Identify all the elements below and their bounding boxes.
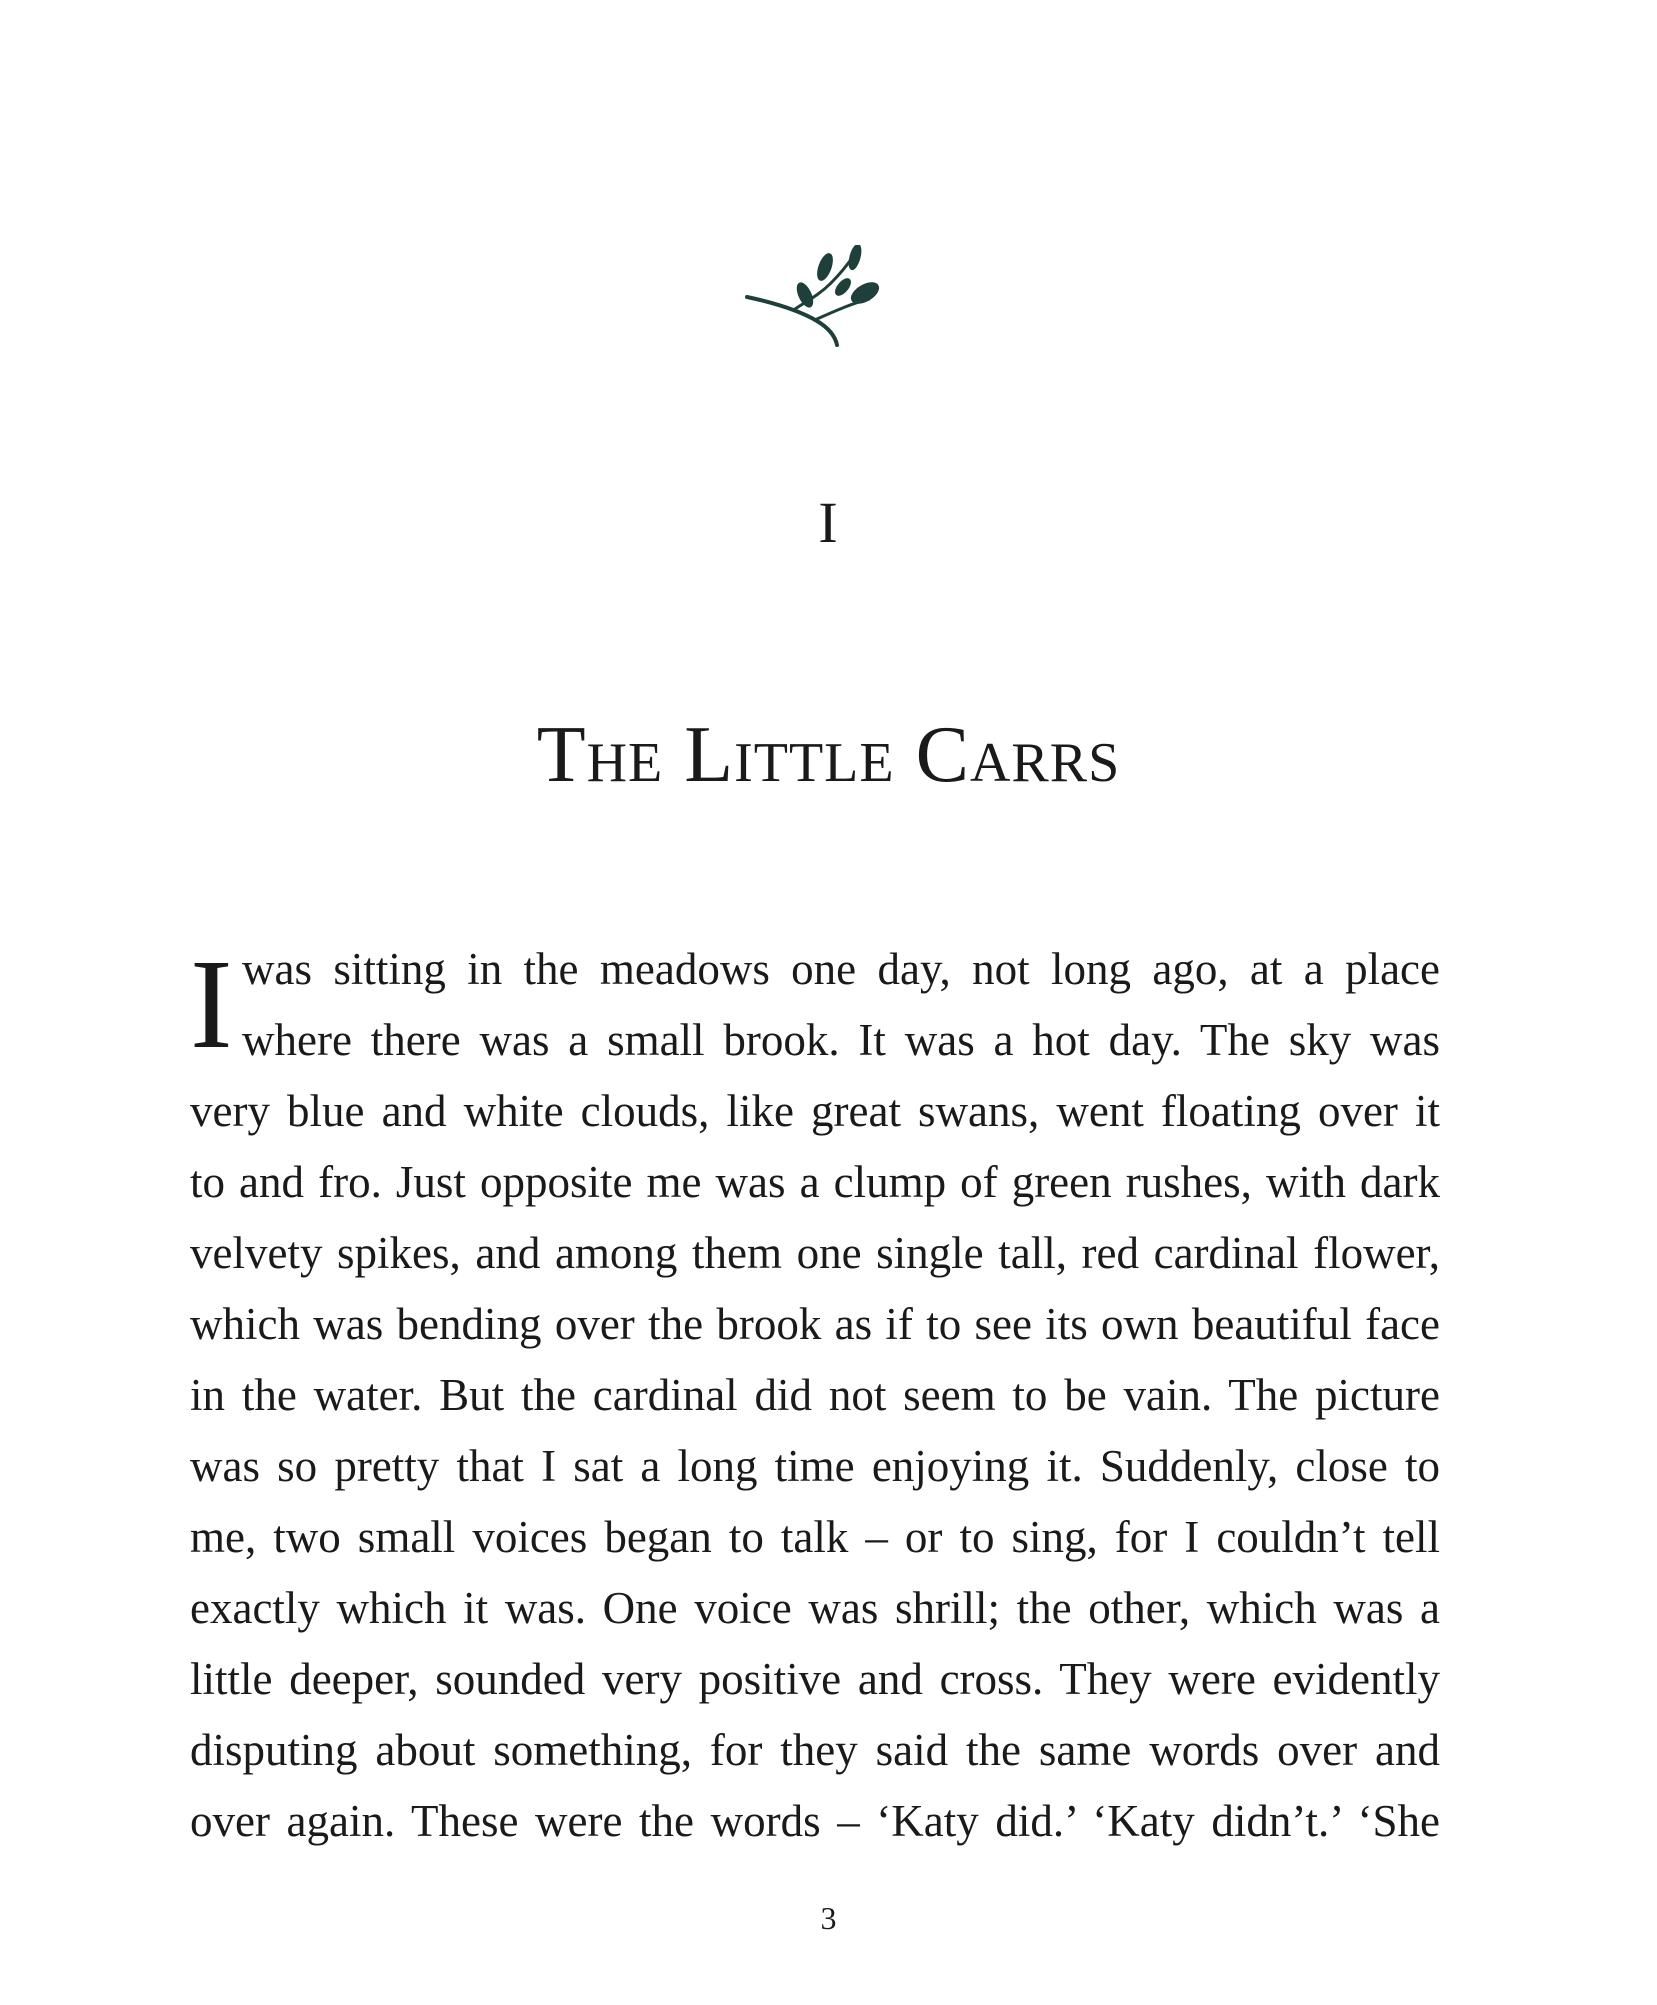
text-line: which was bending over the brook as if to see its own beautiful face [190,1299,1440,1349]
text-line: to and fro. Just opposite me was a clump of green rushes, with dark [190,1157,1440,1207]
body-paragraph [190,934,1440,1857]
text-line: was sitting in the meadows one day, not long ago, at a place [242,944,1440,994]
drop-cap: I [190,933,233,1075]
text-line: was so pretty that I sat a long time enjoying it. Suddenly, close to [190,1441,1440,1491]
leaf-sprig-icon [745,245,885,350]
page-number: 3 [820,1900,837,1936]
text-line: in the water. But the cardinal did not seem to be vain. The picture [190,1370,1440,1420]
text-line: over again. These were the words – ‘Katy did.’ ‘Katy didn’t.’ ‘She [190,1796,1440,1846]
chapter-title: The Little Carrs [536,711,1121,799]
text-line: very blue and white clouds, like great swans, went floating over it [190,1086,1440,1136]
text-line: disputing about something, for they said the same words over and [190,1725,1440,1775]
text-line: velvety spikes, and among them one single tall, red cardinal flower, [190,1228,1440,1278]
text-line: where there was a small brook. It was a hot day. The sky was [242,1015,1440,1065]
text-line: little deeper, sounded very positive and cross. They were evidently [190,1654,1440,1704]
text-line: me, two small voices began to talk – or to sing, for I couldn’t tell [190,1512,1440,1562]
chapter-number: I [818,490,839,555]
text-line: exactly which it was. One voice was shrill; the other, which was a [190,1583,1440,1633]
